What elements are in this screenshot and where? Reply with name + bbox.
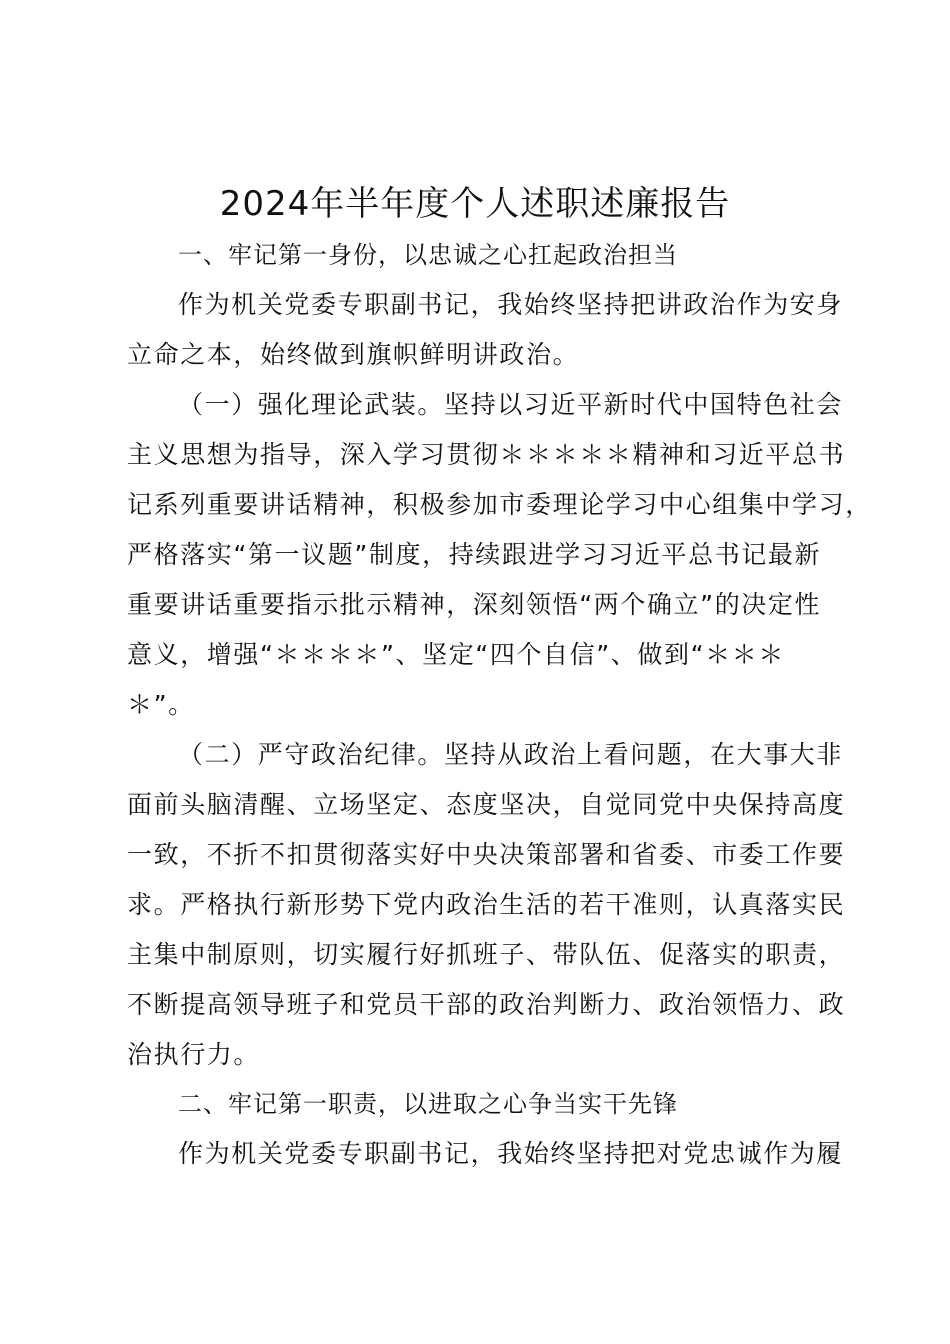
- paragraph-line: （一）强化理论武装。坚持以习近平新时代中国特色社会: [178, 390, 844, 419]
- paragraph-line: 一致，不折不扣贯彻落实好中央决策部署和省委、市委工作要: [127, 840, 846, 869]
- paragraph-line: 作为机关党委专职副书记，我始终坚持把讲政治作为安身: [178, 290, 844, 319]
- paragraph-line: 立命之本，始终做到旗帜鲜明讲政治。: [127, 340, 580, 369]
- paragraph-line: 重要讲话重要指示批示精神，深刻领悟“两个确立”的决定性: [127, 590, 822, 619]
- paragraph-line: 记系列重要讲话精神，积极参加市委理论学习中心组集中学习，: [127, 490, 872, 519]
- document-title: 2024年半年度个人述职述廉报告: [219, 184, 731, 224]
- paragraph-line: （二）严守政治纪律。坚持从政治上看问题，在大事大非: [178, 740, 844, 769]
- paragraph-line: 治执行力。: [127, 1040, 261, 1069]
- paragraph-line: 作为机关党委专职副书记，我始终坚持把对党忠诚作为履: [178, 1139, 844, 1168]
- paragraph-line: 不断提高领导班子和党员干部的政治判断力、政治领悟力、政: [127, 990, 846, 1019]
- paragraph-line: 严格落实“第一议题”制度，持续跟进学习习近平总书记最新: [127, 540, 822, 569]
- section-heading-1: 一、牢记第一身份，以忠诚之心扛起政治担当: [178, 241, 678, 269]
- paragraph-line: 求。严格执行新形势下党内政治生活的若干准则，认真落实民: [127, 890, 846, 919]
- paragraph-line: 面前头脑清醒、立场坚定、态度坚决，自觉同党中央保持高度: [127, 790, 846, 819]
- paragraph-line: 主义思想为指导，深入学习贯彻＊＊＊＊＊精神和习近平总书: [127, 440, 846, 469]
- paragraph-line: ＊”。: [127, 690, 195, 719]
- section-heading-2: 二、牢记第一职责，以进取之心争当实干先锋: [178, 1090, 678, 1118]
- paragraph-line: 意义，增强“＊＊＊＊”、坚定“四个自信”、做到“＊＊＊: [127, 640, 785, 669]
- paragraph-line: 主集中制原则，切实履行好抓班子、带队伍、促落实的职责，: [127, 940, 846, 969]
